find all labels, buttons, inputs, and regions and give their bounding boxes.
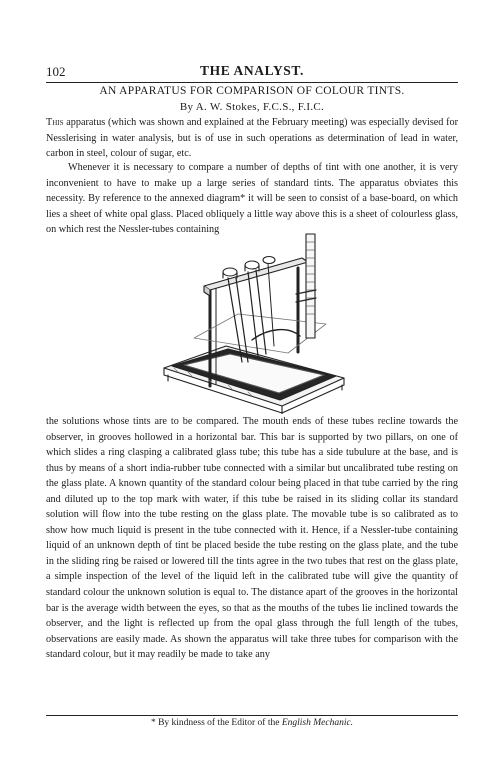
paragraph-operation (46, 414, 458, 663)
footnote-source: English Mechanic. (281, 718, 354, 728)
article-title: AN APPARATUS FOR COMPARISON OF COLOUR TINTS. (99, 85, 405, 97)
paragraph-intro (46, 115, 458, 162)
paragraph-description-text: Whenever it is necessary to compare a number of depths of tint with one another, it is very inconvenient to have to make up a large series of standard tints. The apparatus obviates this necessity. By reference to the annexed diagram* it will be seen to consist of a base-board, on which lies a sheet of white opal glass. Placed obliquely a little way above this is a sheet of colourless glass, on which rest the Nessler-tubes containing (46, 162, 458, 236)
footnote (46, 718, 458, 728)
paragraph-description (46, 160, 458, 238)
footnote-prefix: * By kindness of the Editor of the (150, 718, 282, 728)
apparatus-figure (148, 228, 348, 414)
page-number: 102 (46, 64, 66, 79)
journal-title: THE ANALYST. (200, 63, 304, 78)
paragraph-operation-text: the solutions whose tints are to be compared. The mouth ends of these tubes recline towards the observer, in grooves hollowed in a horizontal bar. This bar is supported by two pillars, on one of which slides a ring clasping a calibrated glass tube; this tube has a side tubulure at the base, and is thus by means of a short india-rubber tube connected with a similar but uncalibrated tube resting on the glass plate. A known quantity of the standard colour being placed in that tube carried by the ring and diluted up to the top mark with water, if this tube be raised in its sliding collar its standard solution will flow into the tube resting on the glass plate. The movable tube is so calibrated as to show how much liquid is present in the tube connected with it. Hence, if a Nessler-tube containing liquid of an unknown depth of tint be placed beside the tube resting on the glass plate, and the tube in the sliding ring be raised or lowered till the tints agree in the two tubes that rest on the glass plate, a simple inspection of the level of the liquid left in the calibrated tube will give the quantity of standard colour the unknown solution is equal to. The distance apart of the grooves in the horizontal bar is the average width between the eyes, so that as the mouths of the tubes lie inclined towards the observer, and the light is reflected up from the opal glass through the full length of the tubes, observations are easily made. As shown the apparatus will take three tubes for comparison with the standard colour, but it may readily be made to take any (46, 416, 458, 661)
article-byline: By A. W. Stokes, F.C.S., F.I.C. (179, 101, 325, 113)
footnote-rule (46, 715, 458, 716)
drop-word: This (46, 117, 64, 128)
paragraph-intro-text: apparatus (which was shown and explained at the February meeting) was especially devised for Nesslerising in water analysis, but is of use in such operations as determination of lead in water, carbon in steel, colour of sugar, etc. (46, 117, 458, 160)
running-head (46, 62, 458, 83)
